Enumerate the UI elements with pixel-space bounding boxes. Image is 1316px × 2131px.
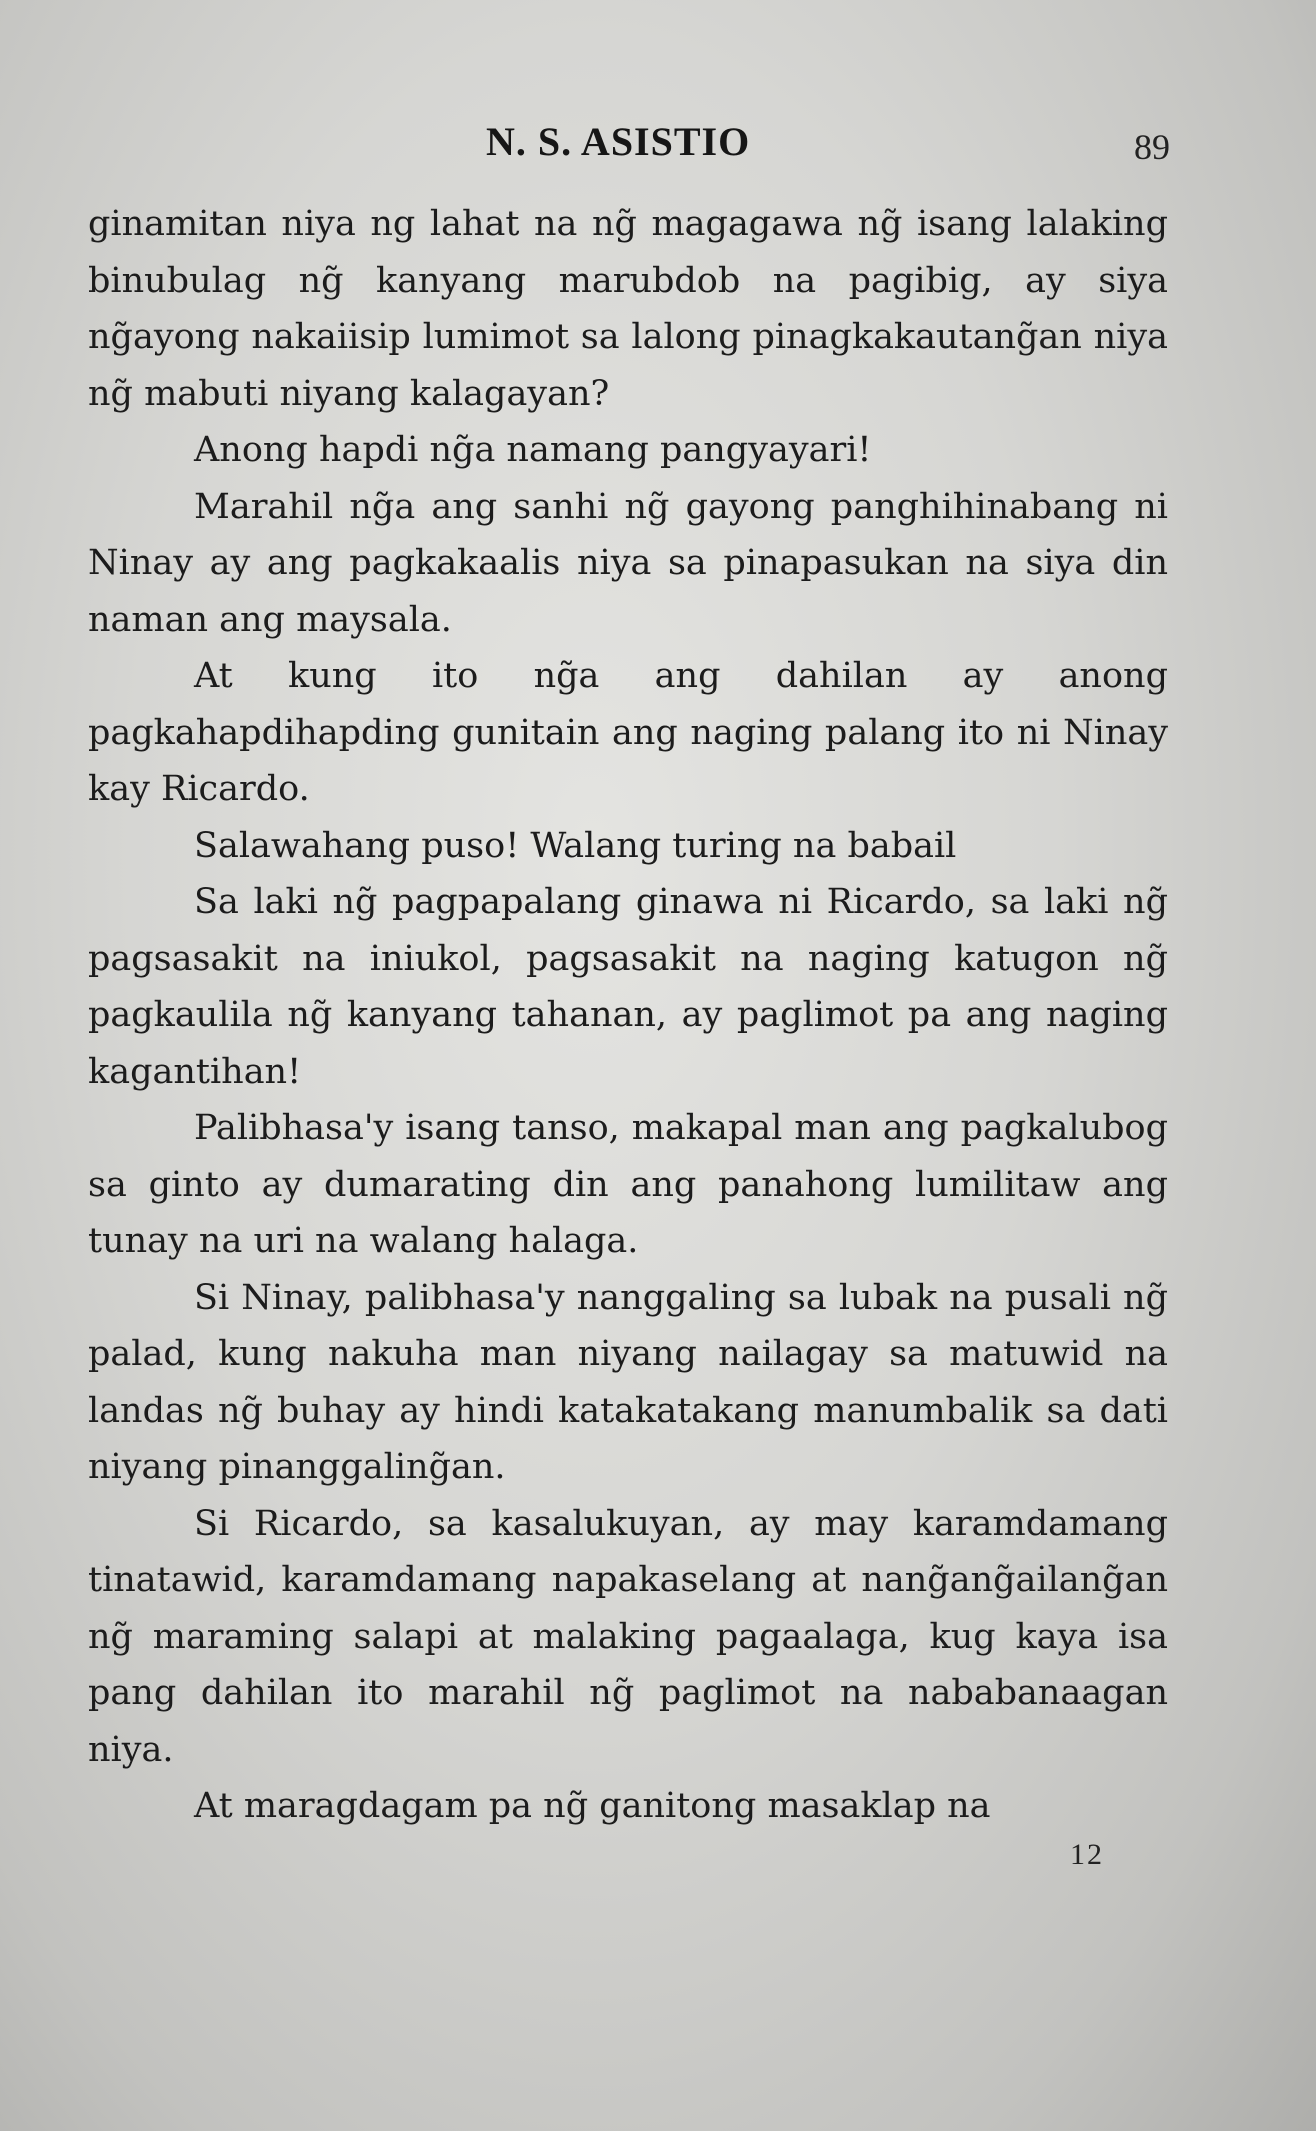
paragraph: At kung ito ng̃a ang dahilan ay anong pagkahapdihapding gunitain ang naging palang ito ni Ninay kay Ricardo. xyxy=(88,656,1168,809)
paragraph: Salawahang puso! Walang turing na babail xyxy=(194,825,957,866)
paragraph: At maragdagam pa ng̃ ganitong masaklap na xyxy=(194,1786,991,1826)
running-head: N. S. ASISTIO xyxy=(486,119,751,164)
paragraph: Si Ricardo, sa kasalukuyan, ay may karamdamang tinatawid, karamdamang napakaselang at nang̃ang̃ailang̃an ng̃ maraming salapi at malaking pagaalaga, kug kaya isa pang dahilan ito marahil ng̃ paglimot na nababanaagan niya. xyxy=(88,1503,1168,1770)
page-header xyxy=(0,118,1316,178)
paragraph: Sa laki ng̃ pagpapalang ginawa ni Ricardo, sa laki ng̃ pagsasakit na iniukol, pagsasakit na naging katugon ng̃ pagkaulila ng̃ kanyang tahanan, ay paglimot pa ang naging kagantihan! xyxy=(88,882,1168,1092)
paragraph: Si Ninay, palibhasa'y nanggaling sa lubak na pusali ng̃ palad, kung nakuha man niyang nailagay sa matuwid na landas ng̃ buhay ay hindi katakatakang manumbalik sa dati niyang pinanggaling̃an. xyxy=(88,1277,1168,1487)
paragraph: Anong hapdi ng̃a namang pangyayari! xyxy=(194,430,872,470)
paragraph: ginamitan niya ng lahat na ng̃ magagawa ng̃ isang lalaking binubulag ng̃ kanyang marubdob na pagibig, ay siya ng̃ayong nakaiisip lumimot sa lalong pinagkakautang̃an niya ng̃ mabuti niyang kalagayan? xyxy=(88,204,1168,414)
paragraph: Marahil ng̃a ang sanhi ng̃ gayong panghihinabang ni Ninay ay ang pagkakaalis niya sa pinapasukan na siya din naman ang maysala. xyxy=(88,486,1168,640)
page-number: 89 xyxy=(1134,127,1170,167)
body-text xyxy=(88,196,1168,1835)
paragraph: Palibhasa'y isang tanso, makapal man ang pagkalubog sa ginto ay dumarating din ang panahong lumilitaw ang tunay na uri na walang halaga. xyxy=(88,1108,1168,1261)
signature-mark: 12 xyxy=(1070,1838,1104,1871)
